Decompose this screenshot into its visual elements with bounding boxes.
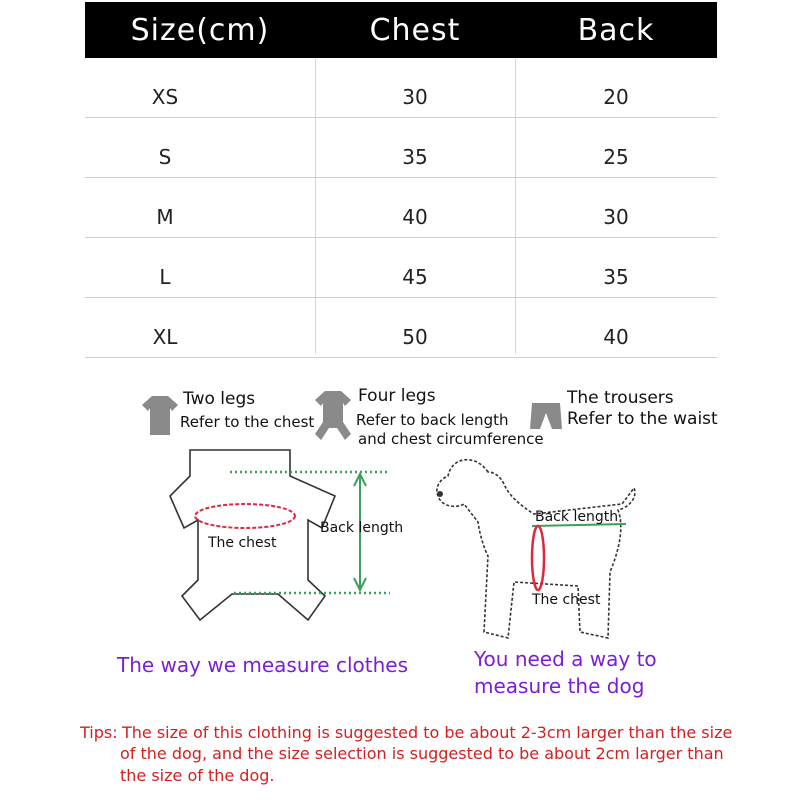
size-cell: L: [159, 264, 171, 289]
four-legs-note-2: and chest circumference: [358, 430, 544, 448]
tips-block: [80, 722, 740, 786]
table-row: [85, 238, 717, 298]
size-cell: XL: [152, 324, 178, 349]
back-cell: 35: [603, 264, 629, 289]
tips-line-2: of the dog, and the size selection is suggested to be about 2cm larger than: [120, 744, 724, 764]
table-header: [85, 2, 717, 58]
size-cell: M: [156, 204, 174, 229]
back-cell: 25: [603, 144, 629, 169]
tips-prefix: Tips:: [80, 723, 118, 742]
chest-cell: 45: [402, 264, 428, 289]
trousers-note: Refer to the waist: [567, 409, 718, 429]
four-leg-garment-icon: [309, 388, 357, 442]
dog-caption-line-2: measure the dog: [474, 674, 645, 698]
garment-back-length-label: Back length: [320, 520, 404, 536]
two-leg-garment-icon: [140, 393, 180, 437]
back-cell: 20: [603, 84, 629, 109]
header-back: Back: [577, 12, 655, 48]
column-divider: [315, 58, 316, 354]
four-legs-title: Four legs: [358, 386, 436, 406]
garment-chest-label: The chest: [208, 535, 277, 551]
back-cell: 30: [603, 204, 629, 229]
tips-line-1: The size of this clothing is suggested to be about 2-3cm larger than the size: [122, 723, 733, 742]
chest-cell: 40: [402, 204, 428, 229]
table-row: [85, 58, 717, 118]
four-legs-note-1: Refer to back length: [356, 411, 509, 429]
dog-diagram: [428, 452, 668, 652]
dog-outline: [437, 460, 635, 638]
tips-line-3: the size of the dog.: [120, 765, 275, 785]
header-chest: Chest: [369, 12, 461, 48]
size-cell: XS: [151, 84, 179, 109]
dog-nose: [437, 491, 443, 497]
size-cell: S: [158, 144, 172, 169]
trousers-icon: [528, 397, 564, 431]
trousers-title: The trousers: [567, 388, 674, 408]
table-row: [85, 118, 717, 178]
table-row: [85, 178, 717, 238]
chest-cell: 35: [402, 144, 428, 169]
table-row: [85, 298, 717, 358]
size-table: [85, 2, 717, 358]
back-cell: 40: [603, 324, 629, 349]
garment-caption: The way we measure clothes: [117, 653, 408, 677]
two-legs-title: Two legs: [183, 389, 256, 409]
chest-cell: 30: [402, 84, 428, 109]
dog-chest-label: The chest: [532, 592, 601, 608]
dog-back-length-label: Back length: [535, 509, 619, 525]
chest-cell: 50: [402, 324, 428, 349]
column-divider: [515, 58, 516, 354]
two-legs-note: Refer to the chest: [180, 413, 315, 431]
header-size: Size(cm): [130, 12, 270, 48]
garment-diagram: [150, 448, 410, 628]
dog-caption-line-1: You need a way to: [474, 647, 657, 671]
